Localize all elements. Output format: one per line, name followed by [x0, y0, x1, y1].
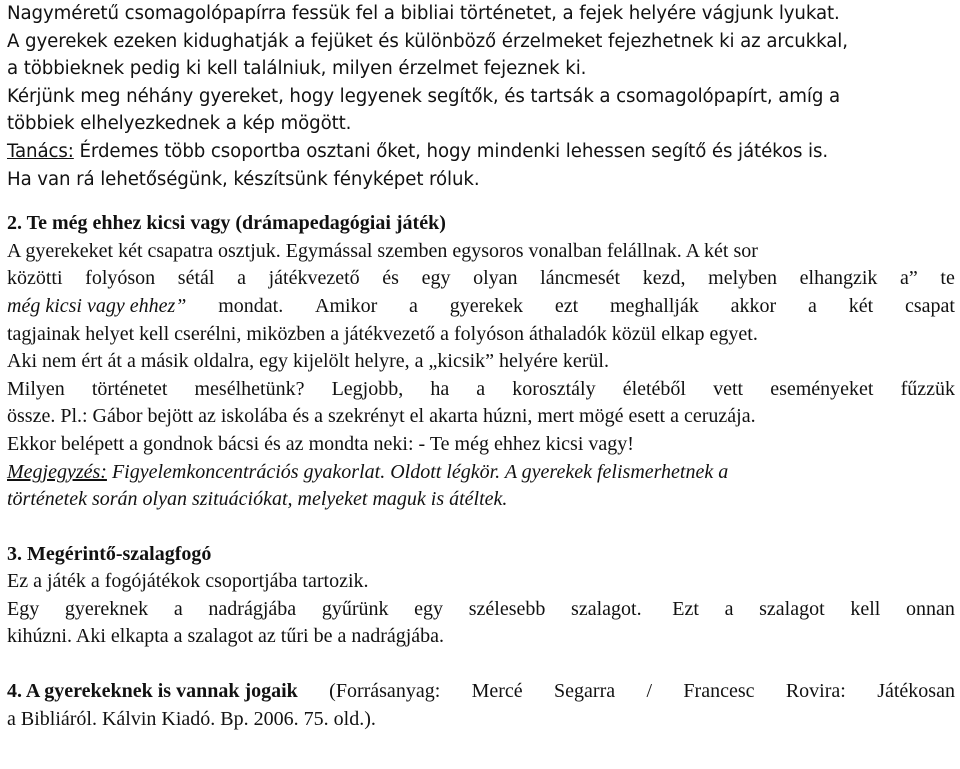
justified-line: [7, 376, 955, 404]
paragraph-line: A gyerekeket két csapatra osztjuk. Egymással szemben egysoros vonalban felállnak. A két sor: [7, 239, 758, 262]
section-3: [7, 541, 955, 651]
paragraph-line: A gyerekek ezeken kidughatják a fejüket és különböző érzelmeket fejezhetnek ki az arcukkal,: [7, 30, 848, 52]
word: fűzzük: [900, 377, 955, 400]
word: Mercé: [471, 680, 523, 703]
word: és: [382, 267, 399, 290]
word: Amikor: [315, 294, 378, 317]
paragraph-line: Ekkor belépett a gondnok bácsi és az mondta neki: - Te még ehhez kicsi vagy!: [7, 432, 634, 455]
tip-line: [7, 138, 955, 166]
word: életéből: [622, 377, 686, 400]
word: nadrágjába: [208, 597, 297, 620]
word: egy: [421, 267, 451, 290]
tip-text: Érdemes több csoportba osztani őket, hogy mindenki lehessen segítő és játékos is.: [73, 140, 829, 162]
word: korosztály: [512, 377, 596, 400]
word: akkor: [730, 294, 777, 317]
note-line: [7, 459, 955, 487]
section-2-heading: 2. Te még ehhez kicsi vagy (drámapedagógiai játék): [7, 212, 446, 235]
word: két: [848, 294, 874, 317]
word: mondat.: [218, 294, 284, 317]
paragraph-line: Ez a játék a fogójátékok csoportjába tartozik.: [7, 570, 369, 593]
word: játékvezető: [268, 267, 360, 290]
word: közötti: [7, 267, 63, 290]
word: csapat: [904, 294, 955, 317]
note-text: Figyelemkoncentrációs gyakorlat. Oldott légkör. A gyerekek felismerhetnek a: [106, 460, 729, 483]
word: kell: [850, 597, 881, 620]
paragraph-line: a Bibliáról. Kálvin Kiadó. Bp. 2006. 75. old.).: [7, 707, 376, 730]
word: elhangzik: [799, 267, 878, 290]
section-4-heading: 4. A gyerekeknek is vannak jogaik: [7, 680, 298, 703]
word: a: [724, 597, 734, 620]
paragraph-line: Aki nem ért át a másik oldalra, egy kijelölt helyre, a „kicsik” helyére kerül.: [7, 350, 609, 373]
paragraph-line: Kérjünk meg néhány gyereket, hogy legyenek segítők, és tartsák a csomagolópapírt, amíg a: [7, 85, 841, 107]
word: Legjobb,: [331, 377, 404, 400]
word: Egy: [7, 597, 40, 620]
word: Rovira:: [785, 680, 846, 703]
paragraph-line: Nagyméretű csomagolópapírra fessük fel a bibliai történetet, a fejek helyére vágjunk lyukat.: [7, 3, 840, 24]
word: mesélhetünk?: [194, 377, 305, 400]
word: kezd,: [642, 267, 686, 290]
word: Ezt: [667, 597, 699, 620]
word: a”: [900, 267, 918, 290]
word: Játékosan: [877, 680, 955, 703]
word: onnan: [906, 597, 955, 620]
word: Segarra: [554, 680, 616, 703]
word: Milyen: [7, 377, 65, 400]
word: te: [940, 267, 955, 290]
note-label: Megjegyzés:: [7, 460, 107, 483]
justified-line: [7, 293, 955, 321]
word: egy: [414, 597, 444, 620]
document-page: [7, 0, 955, 733]
paragraph-line: össze. Pl.: Gábor bejött az iskolába és a szekrényt el akarta húzni, mert mögé esett a ceruzája.: [7, 405, 756, 428]
section-3-heading: 3. Megérintő-szalagfogó: [7, 542, 212, 565]
paragraph-line: kihúzni. Aki elkapta a szalagot az tűri be a nadrágjába.: [7, 625, 445, 648]
justified-line: [7, 678, 955, 706]
word: a: [173, 597, 183, 620]
note-line: történetek során olyan szituációkat, melyeket maguk is átéltek.: [7, 488, 508, 511]
word: gyereknek: [64, 597, 149, 620]
italic-phrase: még kicsi vagy ehhez”: [7, 294, 187, 317]
word: szélesebb: [468, 597, 546, 620]
word: folyóson: [85, 267, 156, 290]
word: olyan: [473, 267, 518, 290]
section-4: [7, 678, 955, 733]
justified-line: [7, 596, 955, 624]
word: láncmesét: [540, 267, 621, 290]
word: gyerekek: [449, 294, 524, 317]
word: /: [646, 680, 653, 703]
paragraph-line: a többieknek pedig ki kell találniuk, milyen érzelmet fejeznek ki.: [7, 58, 587, 80]
paragraph-line: többiek elhelyezkednek a kép mögött.: [7, 113, 352, 135]
justified-line: [7, 265, 955, 293]
section-1-text: [7, 0, 955, 193]
word: szalagot: [759, 597, 825, 620]
word: meghallják: [609, 294, 699, 317]
word: gyűrünk: [321, 597, 389, 620]
word: a: [237, 267, 246, 290]
word: a: [409, 294, 418, 317]
word: a: [808, 294, 817, 317]
word: Francesc: [683, 680, 755, 703]
paragraph-line: tagjainak helyet kell cserélni, miközben a játékvezető a folyóson áthaladók közül elkap egyet.: [7, 322, 758, 345]
word: történetet: [91, 377, 168, 400]
word: ha: [430, 377, 450, 400]
word: szalagot.: [571, 597, 642, 620]
tip-label: Tanács:: [7, 140, 74, 162]
word: a: [476, 377, 486, 400]
word: ezt: [554, 294, 579, 317]
word: eseményeket: [770, 377, 874, 400]
section-2: [7, 210, 955, 514]
word: (Forrásanyag:: [329, 680, 441, 703]
word: sétál: [177, 267, 215, 290]
word: vett: [713, 377, 744, 400]
word: melyben: [708, 267, 778, 290]
photo-line: Ha van rá lehetőségünk, készítsünk fényképet róluk.: [7, 168, 480, 190]
